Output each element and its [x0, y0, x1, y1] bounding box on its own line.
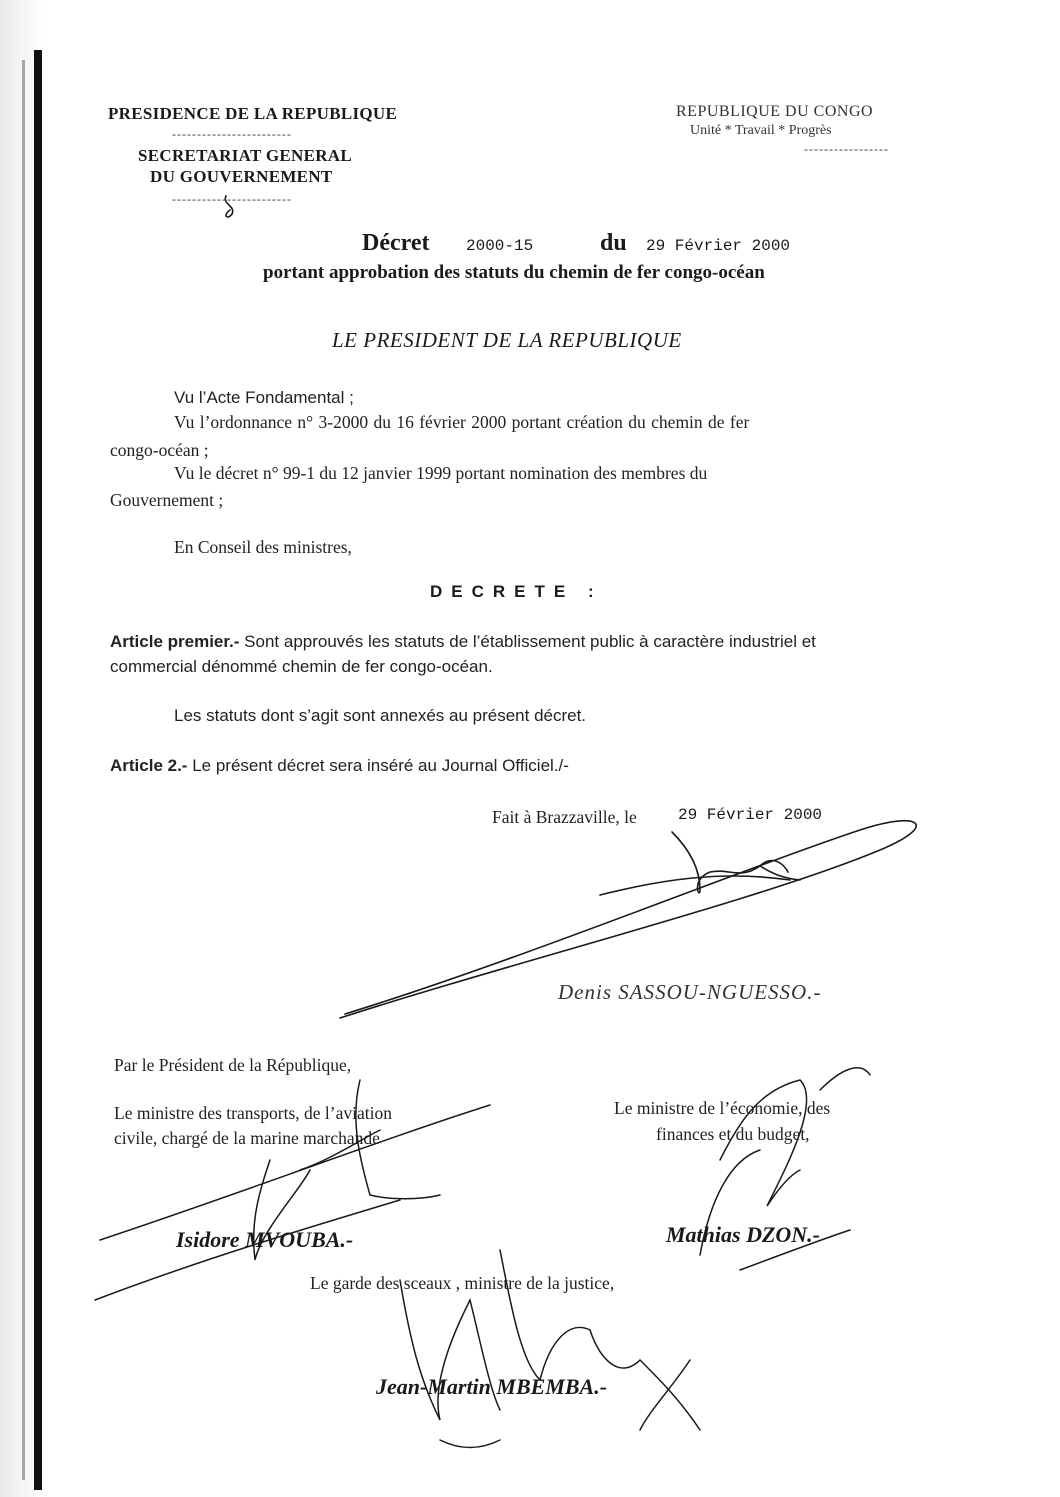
- decret-subject: portant approbation des statuts du chemin de fer congo-océan: [263, 262, 765, 283]
- visa-acte-fondamental: Vu l’Acte Fondamental ;: [174, 388, 354, 407]
- minister-justice-name: Jean-Martin MBEMBA.-: [376, 1374, 608, 1399]
- article-premier-line3: Les statuts dont s’agit sont annexés au présent décret.: [174, 706, 587, 725]
- du-label: du: [600, 230, 627, 256]
- decret-date: 29 Février 2000: [646, 237, 791, 255]
- article-2-label: Article 2.-: [110, 756, 188, 775]
- article-premier-text: Sont approuvés les statuts de l’établissement public à caractère industriel et: [239, 632, 816, 651]
- fait-a-brazzaville: Fait à Brazzaville, le: [492, 807, 637, 827]
- minister-transports-line1: Le ministre des transports, de l’aviation: [114, 1103, 392, 1123]
- article-2: [110, 756, 569, 776]
- header-gouvernement: DU GOUVERNEMENT: [150, 167, 333, 186]
- article-2-text: Le présent décret sera inséré au Journal Officiel./-: [187, 756, 569, 775]
- decret-number: 2000-15: [466, 237, 534, 255]
- decrete-heading: DECRETE :: [430, 582, 603, 601]
- header-motto: Unité * Travail * Progrès: [690, 123, 832, 138]
- minister-economie-name: Mathias DZON.-: [666, 1222, 821, 1247]
- header-republique: REPUBLIQUE DU CONGO: [676, 103, 874, 120]
- minister-economie-line1: Le ministre de l’économie, des: [614, 1098, 831, 1118]
- visa-ordonnance-line2: congo-océan ;: [110, 440, 209, 460]
- header-separator-right: -----------------: [804, 142, 889, 156]
- article-premier-line2: commercial dénommé chemin de fer congo-océan.: [110, 657, 493, 676]
- president-heading: LE PRESIDENT DE LA REPUBLIQUE: [332, 328, 682, 352]
- visa-ordonnance-line1: Vu l’ordonnance n° 3-2000 du 16 février 2000 portant création du chemin de fer: [174, 412, 750, 432]
- minister-transports-name: Isidore MVOUBA.-: [176, 1227, 354, 1252]
- minister-transports-line2: civile, chargé de la marine marchande: [114, 1128, 380, 1148]
- minister-justice-line1: Le garde des sceaux , ministre de la justice,: [310, 1273, 615, 1293]
- binding-shadow-light: [22, 60, 25, 1480]
- article-premier-line1: [110, 632, 816, 652]
- binding-shadow: [34, 50, 42, 1490]
- header-presidence: PRESIDENCE DE LA REPUBLIQUE: [108, 104, 398, 123]
- decret-label: Décret: [362, 230, 430, 256]
- par-le-president: Par le Président de la République,: [114, 1055, 352, 1075]
- minister-economie-line2: finances et du budget,: [656, 1124, 810, 1144]
- header-separator-2: ------------------------: [172, 192, 292, 206]
- fait-date: 29 Février 2000: [678, 806, 823, 824]
- scan-edge: [0, 0, 60, 1497]
- header-separator: ------------------------: [172, 127, 292, 141]
- visa-decret-line1: Vu le décret n° 99-1 du 12 janvier 1999 portant nomination des membres du: [174, 463, 708, 483]
- visa-decret-line2: Gouvernement ;: [110, 490, 224, 510]
- article-premier-label: Article premier.-: [110, 632, 240, 651]
- conseil-des-ministres: En Conseil des ministres,: [174, 537, 352, 557]
- president-name: Denis SASSOU-NGUESSO.-: [558, 980, 822, 1004]
- header-secretariat: SECRETARIAT GENERAL: [138, 146, 352, 165]
